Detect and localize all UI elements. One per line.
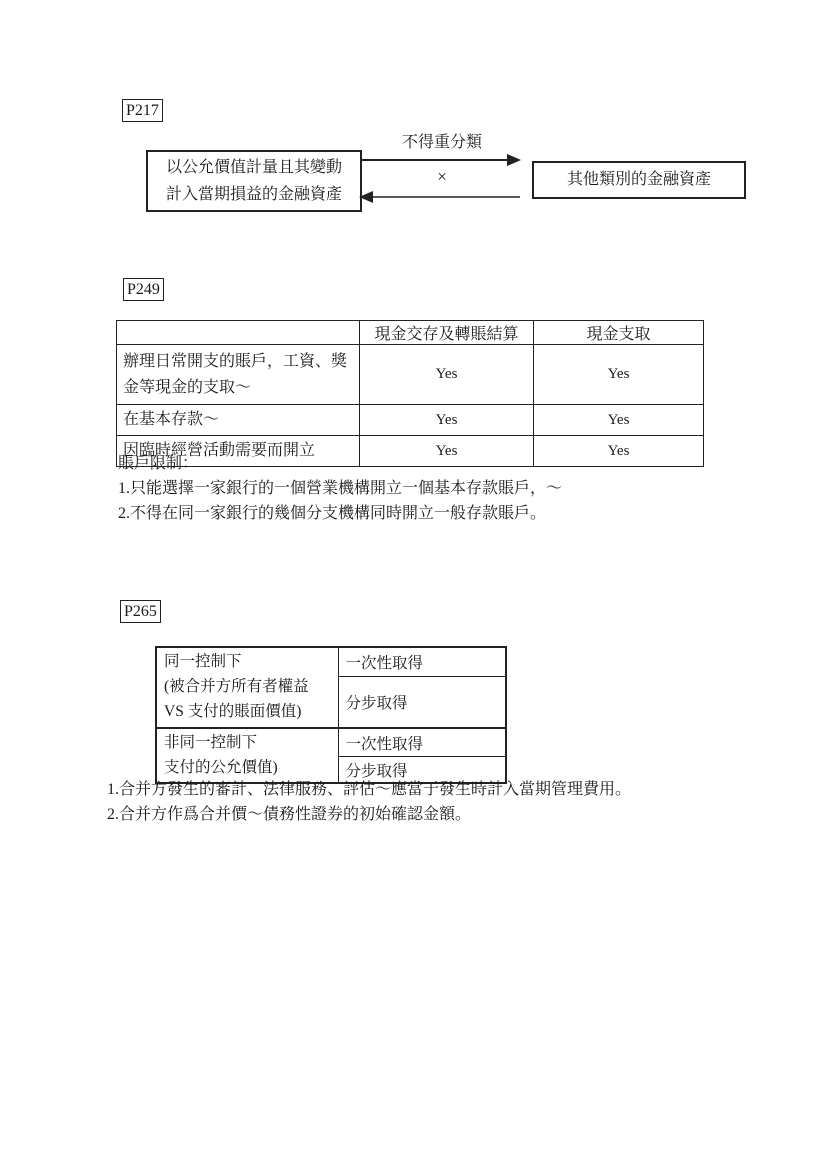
table-row <box>156 728 506 757</box>
cell-one-time-acquisition: 一次性取得 <box>338 647 506 677</box>
account-restriction-title: 賬戶限制： <box>118 455 199 472</box>
cell-value: Yes <box>360 405 534 436</box>
table-row-daily-expense-account <box>117 345 704 405</box>
diagram-right-box <box>532 161 746 199</box>
cell-same-control <box>156 647 338 728</box>
diagram-left-box <box>146 150 362 212</box>
cross-mark: × <box>437 167 447 186</box>
arrow-label-no-reclassification: 不得重分類 <box>401 134 482 151</box>
same-control-line2: (被合并方所有者權益 <box>164 678 309 695</box>
non-same-control-line1: 非同一控制下 <box>164 734 258 751</box>
row-label: 在基本存款～ <box>117 405 360 436</box>
row-label: 辦理日常開支的賬戶，工資、獎金等現金的支取～ <box>117 345 360 405</box>
cell-one-time-acquisition: 一次性取得 <box>338 728 506 757</box>
merger-control-table <box>155 646 507 784</box>
arrow-right-head <box>507 154 521 166</box>
merger-note-1: 1.合并方發生的審計、法律服務、評估～應當于發生時計入當期管理費用。 <box>107 781 632 798</box>
header-transfer-settlement: 現金交存及轉賬結算 <box>360 321 534 345</box>
header-empty-cell <box>117 321 360 345</box>
cell-value: Yes <box>360 436 534 467</box>
same-control-line3: VS 支付的賬面價值) <box>164 703 302 720</box>
page-ref-p249: P249 <box>123 278 164 301</box>
account-restriction-note-1: 1.只能選擇一家銀行的一個營業機構開立一個基本存款賬戶，～ <box>118 480 563 497</box>
account-restriction-note-2: 2.不得在同一家銀行的幾個分支機構同時開立一般存款賬戶。 <box>118 505 547 522</box>
table-header-row <box>117 321 704 345</box>
arrow-left-head <box>359 191 373 203</box>
cash-account-table <box>116 320 704 467</box>
table-row-basic-deposit <box>117 405 704 436</box>
cell-value: Yes <box>534 436 704 467</box>
merger-note-2: 2.合并方作爲合并價～債務性證券的初始確認金額。 <box>107 806 472 823</box>
cell-value: Yes <box>534 345 704 405</box>
cell-value: Yes <box>360 345 534 405</box>
table-row-temporary-activity <box>117 436 704 467</box>
header-cash-withdrawal: 現金支取 <box>534 321 704 345</box>
same-control-line1: 同一控制下 <box>164 653 242 670</box>
page-ref-p217: P217 <box>122 99 163 122</box>
cell-value: Yes <box>534 405 704 436</box>
diagram-right-box-text: 其他類別的金融資產 <box>566 171 711 188</box>
cell-step-acquisition: 分步取得 <box>338 757 506 784</box>
diagram-left-box-line2: 計入當期損益的金融資產 <box>165 186 342 203</box>
cell-step-acquisition: 分步取得 <box>338 677 506 729</box>
non-same-control-line2: 支付的公允價值) <box>164 759 278 776</box>
row-label: 因臨時經營活動需要而開立 <box>117 436 360 467</box>
table-row <box>156 647 506 677</box>
cell-non-same-control <box>156 728 338 783</box>
page-ref-p265: P265 <box>120 600 161 623</box>
diagram-left-box-line1: 以公允價值計量且其變動 <box>165 159 342 176</box>
